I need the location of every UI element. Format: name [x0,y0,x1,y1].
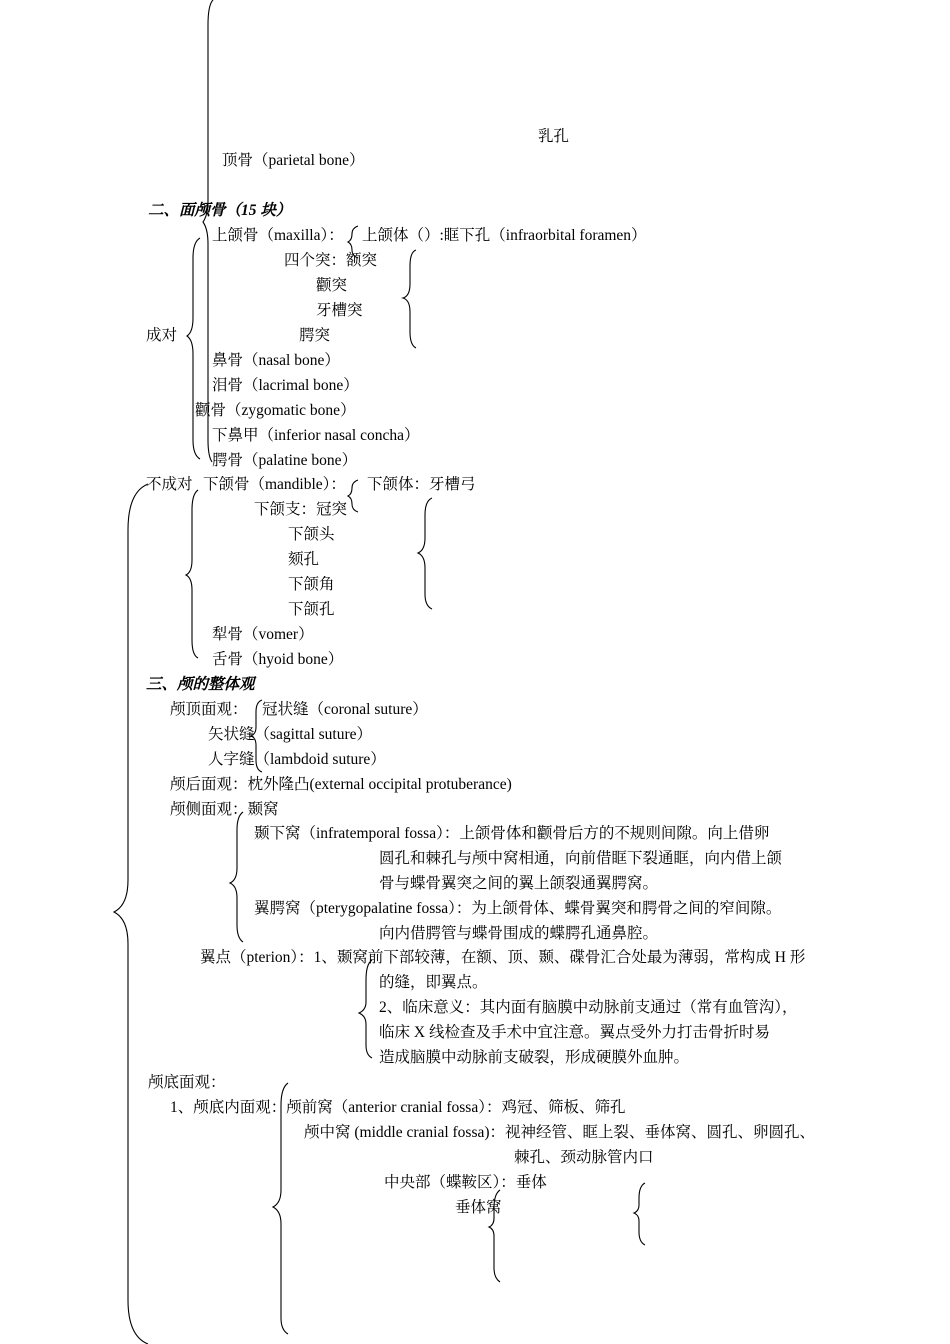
text-infratemporal-2: 圆孔和棘孔与颅中窝相通，向前借眶下裂通眶，向内借上颌 [379,850,783,867]
text-infratemporal-3: 骨与蝶骨翼突之间的翼上颌裂通翼腭窝。 [379,875,659,892]
text-unpaired: 不成对 [146,476,193,493]
text-parietal-bone: 顶骨（parietal bone） [222,152,365,169]
big-left-brace [114,484,148,1344]
text-maxilla: 上颌骨（maxilla）： [212,227,344,244]
text-pterion-1: 翼点（pterion）：1、颞窝前下部较薄，在额、顶、颞、碟骨汇合处最为薄弱，常构成 H 形 [200,949,806,966]
text-mandible-angle: 下颌角 [288,576,335,593]
text-infratemporal-1: 颞下窝（infratemporal fossa）：上颌骨体和颧骨后方的不规则间隙。向上借卵 [254,825,770,842]
side-view-brace [230,812,243,942]
text-lacrimal-bone: 泪骨（lacrimal bone） [212,377,359,394]
text-inner-base: 1、颅底内面观：颅前窝（anterior cranial fossa）：鸡冠、筛板、筛孔 [170,1099,626,1116]
text-mandible-body: 下颌体：牙槽弓 [367,476,476,493]
processes-brace [403,250,416,348]
text-pterion-3: 2、临床意义：其内面有脑膜中动脉前支通过（常有血管沟）， [379,999,798,1016]
text-alveolar-process: 牙槽突 [316,302,363,319]
section-2-heading: 二、面颅骨（15 块） [148,202,292,219]
text-back-view: 颅后面观：枕外隆凸(external occipital protuberance) [170,776,512,793]
text-hypophyseal-fossa: 垂体窝 [455,1199,502,1216]
text-mental-foramen: 颏孔 [288,551,320,568]
text-pterion-5: 造成脑膜中动脉前支破裂，形成硬膜外血肿。 [379,1049,690,1066]
text-pterion-2: 的缝，即翼点。 [379,974,488,991]
text-top-view: 颅顶面观： [170,701,248,718]
text-mandible-head: 下颌头 [288,526,335,543]
text-palatine-bone: 腭骨（palatine bone） [212,452,358,469]
text-side-view: 颅侧面观：颞窝 [170,801,279,818]
right-small-brace [634,1183,645,1245]
text-vomer: 犁骨（vomer） [212,626,314,643]
section-3-heading: 三、颅的整体观 [146,676,255,693]
text-zygomatic-process: 颧突 [316,277,348,294]
text-middle-fossa-1: 颅中窝 (middle cranial fossa)：视神经管、眶上裂、垂体窝、圆孔、卵圆孔、 [304,1124,816,1141]
text-lambdoid-suture: 人字缝（lambdoid suture） [208,751,386,768]
text-four-processes: 四个突：额突 [284,252,378,269]
text-nasal-bone: 鼻骨（nasal bone） [212,352,340,369]
text-paired: 成对 [146,327,178,344]
text-base-view: 颅底面观： [148,1074,226,1091]
text-mandible: 下颌骨（mandible）： [203,476,346,493]
text-sagittal-suture: 矢状缝（sagittal suture） [208,726,373,743]
mandible-brace [348,480,358,512]
text-pterygopalatine-1: 翼腭窝（pterygopalatine fossa）：为上颌骨体、蝶骨翼突和腭骨之间的窄间隙。 [254,900,782,917]
text-pterion-4: 临床 X 线检查及手术中宜注意。翼点受外力打击骨折时易 [379,1024,770,1041]
unpaired-brace [186,490,198,658]
text-mandible-foramen: 下颌孔 [288,601,335,618]
text-maxilla-body: 上颌体（）:眶下孔（infraorbital foramen） [362,227,647,244]
text-hyoid: 舌骨（hyoid bone） [212,651,344,668]
text-ruokong: 乳孔 [538,128,570,145]
ramus-brace [418,498,432,609]
paired-brace [187,238,200,459]
inner-base-brace [273,1083,288,1334]
text-middle-fossa-2: 棘孔、颈动脉管内口 [514,1149,654,1166]
text-central-part: 中央部（蝶鞍区）：垂体 [384,1174,547,1191]
text-inferior-concha: 下鼻甲（inferior nasal concha） [212,427,420,444]
pterion-brace [359,960,372,1058]
text-palatine-process: 腭突 [299,327,331,344]
text-coronal-suture: 冠状缝（coronal suture） [262,701,428,718]
text-ramus: 下颌支：冠突 [254,501,348,518]
text-pterygopalatine-2: 向内借腭管与蝶骨围成的蝶腭孔通鼻腔。 [379,925,659,942]
text-zygomatic-bone: 颧骨（zygomatic bone） [195,402,356,419]
